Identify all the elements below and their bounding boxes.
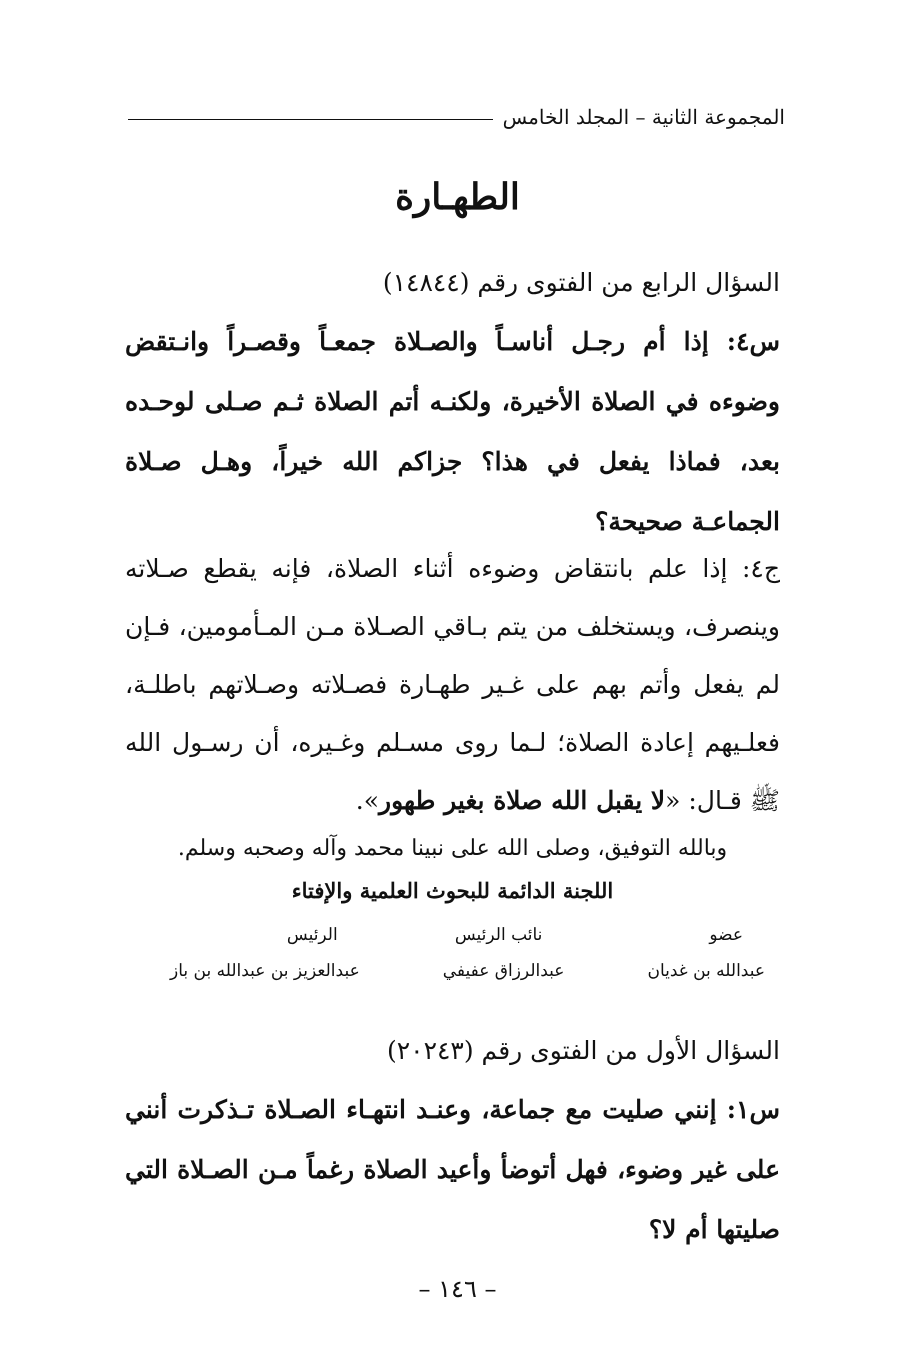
- running-header: [128, 100, 785, 134]
- signatory-name: عبدالرزاق عفيفي: [442, 961, 565, 981]
- fatwa2-question: س١: إنني صليت مع جماعة، وعنـد انتهـاء الصـلاة تـذكرت أنني على غير وضوء، فهل أتوضأ وأعيد الصلاة رغماً مـن الصـلاة التي صليتها أم لا؟: [125, 1095, 780, 1244]
- fatwa1-closing: وبالله التوفيق، وصلى الله على نبينا محمد وآله وصحبه وسلم.: [177, 836, 728, 861]
- signatory-member: [647, 925, 765, 981]
- signatory-role: نائب الرئيس: [454, 925, 543, 945]
- signatories: [170, 925, 765, 981]
- fatwa1-committee: اللجنة الدائمة للبحوث العلمية والإفتاء: [291, 878, 614, 903]
- page-number: – ١٤٦ –: [418, 1275, 497, 1303]
- fatwa1-answer: [125, 540, 780, 830]
- section-title: الطهـارة: [395, 176, 520, 218]
- fatwa1-answer-hadith: لا يقبل الله صلاة بغير طهور: [379, 786, 666, 815]
- signatory-president: [170, 925, 360, 981]
- header-rule: [128, 119, 493, 120]
- signatory-role: عضو: [709, 925, 743, 945]
- running-title: المجموعة الثانية – المجلد الخامس: [502, 105, 785, 129]
- fatwa1-answer-close: ».: [355, 786, 380, 815]
- signatory-vice-president: [443, 925, 565, 981]
- fatwa1-answer-intro: ج٤: إذا علم بانتقاض وضوءه أثناء الصلاة، فإنه يقطع صـلاته وينصرف، ويستخلف من يتم بـاقي الصـلاة مـن المـأمومين، فـإن لم يفعل وأتم بهم على غـير طهـارة فصـلاته وصـلاتهم باطلـة، فعلـيهم إعادة الصلاة؛ لـما روى مسـلم وغـيره، أن رسـول الله ﷺ قـال: «: [125, 554, 780, 815]
- signatory-name: عبدالله بن غديان: [647, 961, 765, 981]
- signatory-name: عبدالعزيز بن عبدالله بن باز: [170, 961, 360, 981]
- fatwa1-reference: السؤال الرابع من الفتوى رقم (١٤٨٤٤): [382, 268, 780, 297]
- fatwa2-reference: السؤال الأول من الفتوى رقم (٢٠٢٤٣): [386, 1036, 780, 1065]
- fatwa1-question: س٤: إذا أم رجـل أناسـاً والصـلاة جمعـاً وقصـراً وانـتقض وضوءه في الصلاة الأخيرة، ولكنـه أتم الصلاة ثـم صـلى لوحـده بعد، فماذا يفعل في هذا؟ جزاكم الله خيراً، وهـل صـلاة الجماعـة صحيحة؟: [125, 327, 780, 536]
- signatory-role: الرئيس: [286, 925, 338, 945]
